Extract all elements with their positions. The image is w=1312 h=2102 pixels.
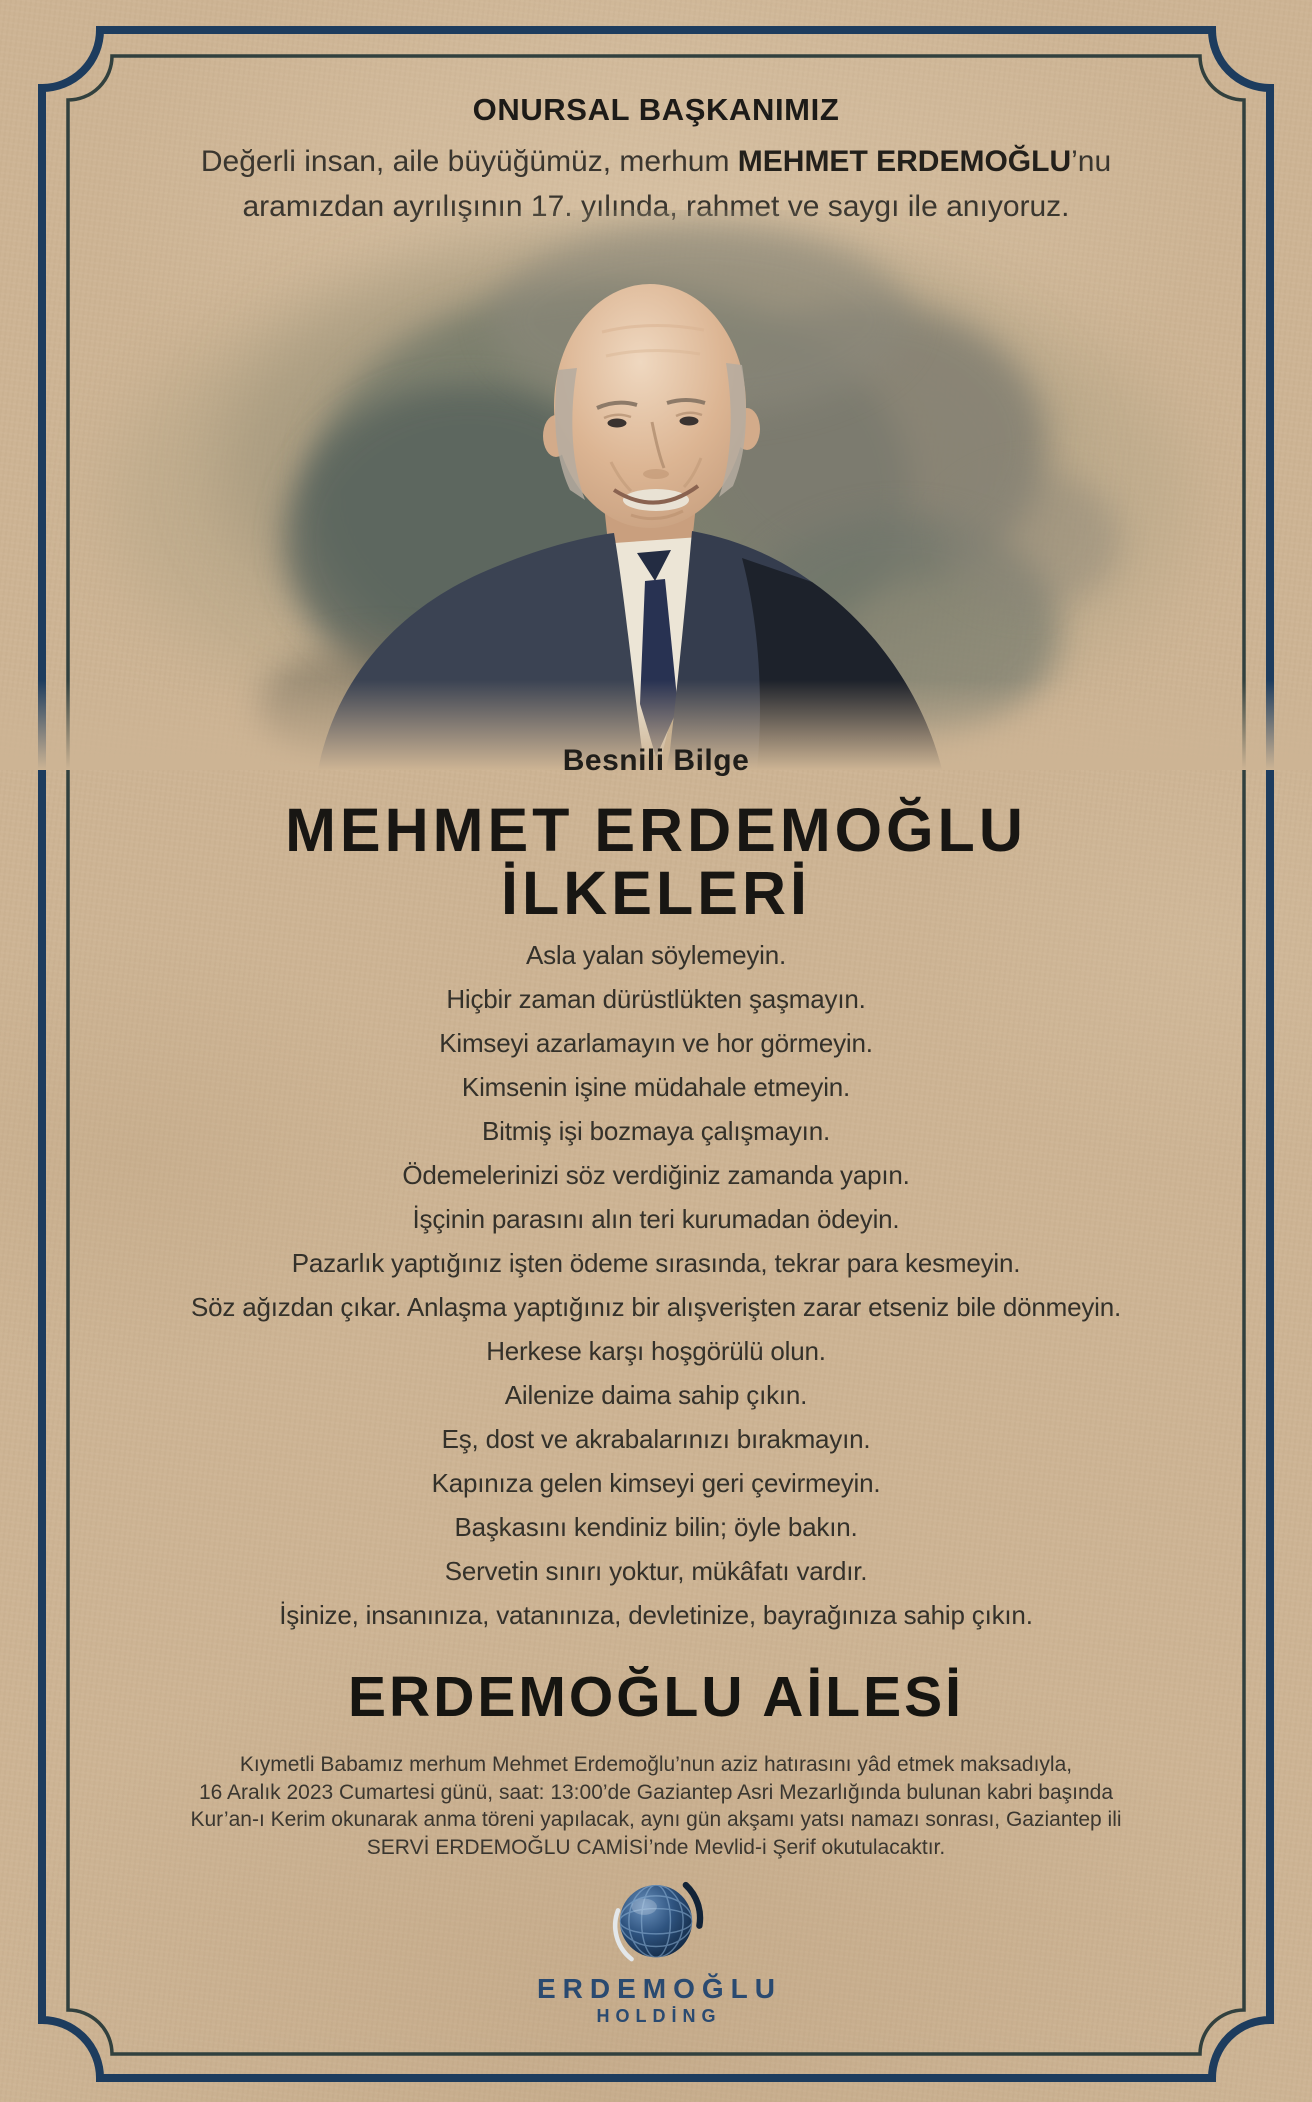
logo-company-subtitle: HOLDİNG bbox=[596, 2006, 722, 2026]
principle-line: İşçinin parasını alın teri kurumadan ödeyin. bbox=[412, 1204, 900, 1234]
kicker-besnili-bilge: Besnili Bilge bbox=[562, 744, 750, 777]
principle-line: Bitmiş işi bozmaya çalışmayın. bbox=[482, 1116, 830, 1146]
memorial-title-name: MEHMET ERDEMOĞLU bbox=[285, 796, 1027, 864]
principle-line: İşinize, insanınıza, vatanınıza, devletinize, bayrağınıza sahip çıkın. bbox=[279, 1600, 1033, 1630]
principle-line: Başkasını kendiniz bilin; öyle bakın. bbox=[454, 1512, 858, 1542]
principle-line: Kimseyi azarlamayın ve hor görmeyin. bbox=[439, 1028, 873, 1058]
principle-line: Herkese karşı hoşgörülü olun. bbox=[486, 1336, 826, 1366]
header-line1-name: MEHMET ERDEMOĞLU bbox=[737, 145, 1072, 178]
announcement-line: 16 Aralık 2023 Cumartesi günü, saat: 13:00’de Gaziantep Asri Mezarlığında bulunan kabri başında bbox=[198, 1780, 1114, 1804]
principle-line: Hiçbir zaman dürüstlükten şaşmayın. bbox=[446, 984, 866, 1014]
announcement-line: SERVİ ERDEMOĞLU CAMİSİ’nde Mevlid-i Şerif okutulacaktır. bbox=[366, 1835, 946, 1859]
announcement-line: Kıymetli Babamız merhum Mehmet Erdemoğlu’nun aziz hatırasını yâd etmek maksadıyla, bbox=[239, 1753, 1073, 1776]
header-line1-suffix: ’nu bbox=[1071, 145, 1112, 178]
globe-icon bbox=[606, 1876, 706, 1970]
principle-line: Kimsenin işine müdahale etmeyin. bbox=[461, 1072, 851, 1102]
portrait-illustration bbox=[0, 210, 1312, 770]
principle-line: Ödemelerinizi söz verdiğiniz zamanda yapın. bbox=[402, 1160, 910, 1190]
header-line1-prefix: Değerli insan, aile büyüğümüz, merhum bbox=[200, 145, 738, 178]
announcement-line: Kur’an-ı Kerim okunarak anma töreni yapılacak, aynı gün akşamı yatsı namazı sonrası, Gaziantep ili bbox=[190, 1808, 1122, 1831]
company-logo bbox=[0, 1876, 1312, 2027]
principle-line: Ailenize daima sahip çıkın. bbox=[504, 1380, 808, 1410]
memorial-title-ilkeleri: İLKELERİ bbox=[501, 859, 811, 927]
announcement bbox=[0, 1751, 1312, 1861]
principle-line: Asla yalan söylemeyin. bbox=[525, 940, 787, 970]
header-title: ONURSAL BAŞKANIMIZ bbox=[472, 92, 840, 127]
logo-company-name: ERDEMOĞLU bbox=[537, 1973, 782, 2004]
principle-line: Eş, dost ve akrabalarınızı bırakmayın. bbox=[441, 1424, 871, 1454]
family-signature: ERDEMOĞLU AİLESİ bbox=[348, 1665, 964, 1729]
header-line2: aramızdan ayrılışının 17. yılında, rahmet ve saygı ile anıyoruz. bbox=[242, 190, 1070, 223]
principles-list bbox=[0, 933, 1312, 1637]
header bbox=[0, 92, 1312, 229]
principle-line: Kapınıza gelen kimseyi geri çevirmeyin. bbox=[431, 1468, 881, 1498]
principle-line: Servetin sınırı yoktur, mükâfatı vardır. bbox=[444, 1556, 868, 1586]
principle-line: Pazarlık yaptığınız işten ödeme sırasında, tekrar para kesmeyin. bbox=[291, 1248, 1021, 1278]
principle-line: Söz ağızdan çıkar. Anlaşma yaptığınız bir alışverişten zarar etseniz bile dönmeyin. bbox=[191, 1292, 1121, 1322]
